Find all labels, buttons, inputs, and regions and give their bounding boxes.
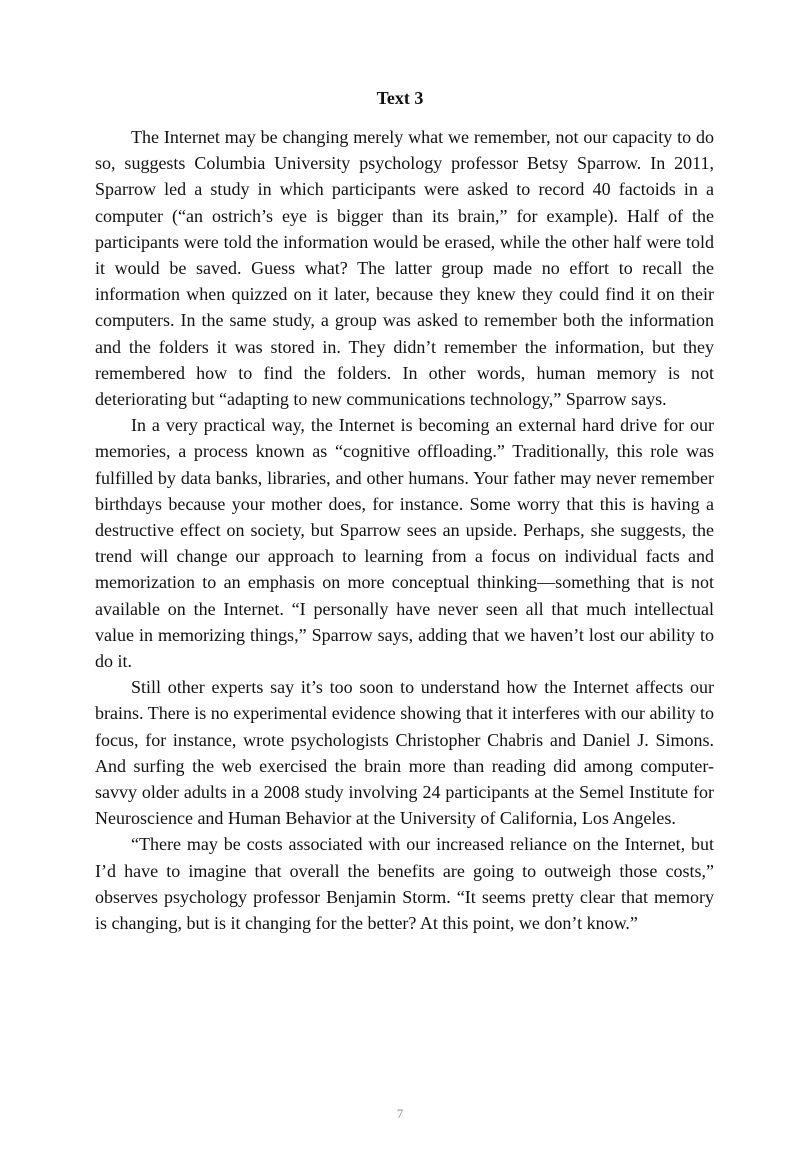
paragraph-2: In a very practical way, the Internet is becoming an external hard drive for our memories, a process known as “cognitive offloading.” Traditionally, this role was fulfilled by data banks, libraries, and other humans. Your father may never remember birthdays because your mother does, for instance. Some worry that this is having a destructive effect on society, but Sparrow sees an upside. Perhaps, she suggests, the trend will change our approach to learning from a focus on individual facts and memorization to an emphasis on more conceptual thinking—something that is not available on the Internet. “I personally have never seen all that much intellectual value in memorizing things,” Sparrow says, adding that we haven’t lost our ability to do it. [95, 415, 714, 672]
page-title: Text 3 [376, 88, 424, 108]
paragraph-4: “There may be costs associated with our increased reliance on the Internet, but I’d have to imagine that overall the benefits are going to outweigh those costs,” observes psychology professor Benjamin Storm. “It seems pretty clear that memory is changing, but is it changing for the better? At this point, we don’t know.” [95, 834, 714, 934]
paragraph-3: Still other experts say it’s too soon to understand how the Internet affects our brains. There is no experimental evidence showing that it interferes with our ability to focus, for instance, wrote psychologists Christopher Chabris and Daniel J. Simons. And surfing the web exercised the brain more than reading did among computer-savvy older adults in a 2008 study involving 24 participants at the Semel Institute for Neuroscience and Human Behavior at the University of California, Los Angeles. [95, 677, 714, 829]
page-number: 7 [396, 1106, 404, 1121]
article-body [95, 124, 714, 936]
paragraph-1: The Internet may be changing merely what we remember, not our capacity to do so, suggests Columbia University psychology professor Betsy Sparrow. In 2011, Sparrow led a study in which participants were asked to record 40 factoids in a computer (“an ostrich’s eye is bigger than its brain,” for example). Half of the participants were told the information would be erased, while the other half were told it would be saved. Guess what? The latter group made no effort to recall the information when quizzed on it later, because they knew they could find it on their computers. In the same study, a group was asked to remember both the information and the folders it was stored in. They didn’t remember the information, but they remembered how to find the folders. In other words, human memory is not deteriorating but “adapting to new communications technology,” Sparrow says. [95, 127, 714, 410]
